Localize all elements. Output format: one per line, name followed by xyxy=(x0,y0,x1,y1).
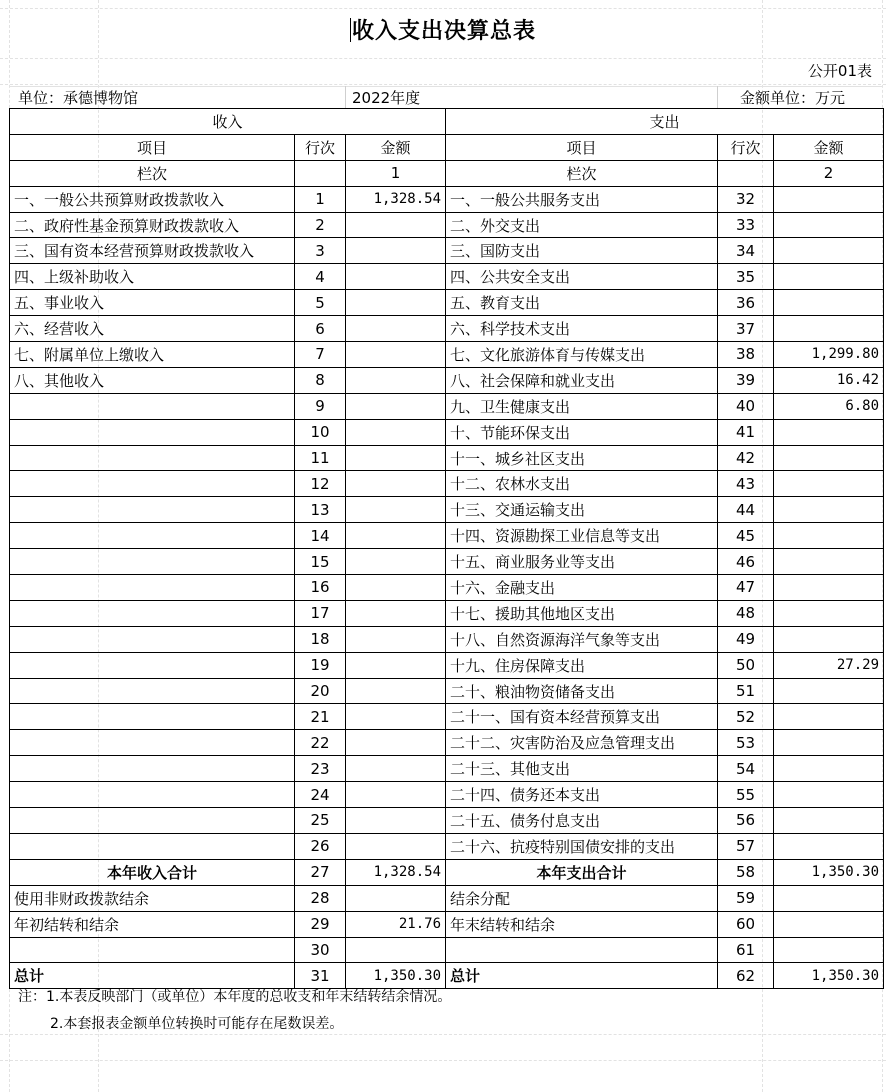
income-amount-cell[interactable] xyxy=(346,523,446,549)
table-row xyxy=(10,678,884,704)
expense-row-no-cell[interactable]: 61 xyxy=(718,937,774,963)
expense-row-no-cell[interactable]: 57 xyxy=(718,833,774,859)
expense-row-no-cell[interactable]: 46 xyxy=(718,549,774,575)
expense-amount-cell[interactable] xyxy=(774,575,884,601)
meta-divider xyxy=(345,86,346,108)
expense-amount-header: 金额 xyxy=(774,134,884,160)
table-row xyxy=(10,316,884,342)
expense-row-no-cell[interactable]: 47 xyxy=(718,575,774,601)
income-amount-cell[interactable] xyxy=(346,704,446,730)
total-row xyxy=(10,963,884,989)
expense-section-header: 支出 xyxy=(446,109,884,135)
expense-item-cell[interactable]: 十三、交通运输支出 xyxy=(446,497,718,523)
income-item-cell[interactable]: 二、政府性基金预算财政拨款收入 xyxy=(10,212,295,238)
income-item-cell[interactable] xyxy=(10,393,295,419)
expense-item-cell[interactable]: 总计 xyxy=(446,963,718,989)
income-item-cell[interactable] xyxy=(10,471,295,497)
gridline xyxy=(0,1060,886,1061)
income-row-no-cell[interactable]: 7 xyxy=(295,342,346,368)
income-amount-cell[interactable] xyxy=(346,497,446,523)
gridline xyxy=(0,1034,886,1035)
income-row-no-cell[interactable]: 19 xyxy=(295,652,346,678)
expense-item-cell[interactable]: 年末结转和结余 xyxy=(446,911,718,937)
expense-row-no-cell[interactable]: 40 xyxy=(718,393,774,419)
expense-row-no-cell[interactable]: 50 xyxy=(718,652,774,678)
expense-item-cell[interactable]: 四、公共安全支出 xyxy=(446,264,718,290)
income-row-no-cell[interactable]: 10 xyxy=(295,419,346,445)
column-header-row xyxy=(10,134,884,160)
expense-row-no-cell[interactable]: 37 xyxy=(718,316,774,342)
empty-cell xyxy=(718,160,774,186)
expense-row-no-cell[interactable]: 58 xyxy=(718,859,774,885)
income-column-number: 1 xyxy=(346,160,446,186)
income-item-cell[interactable] xyxy=(10,523,295,549)
expense-row-no-cell[interactable]: 54 xyxy=(718,756,774,782)
income-amount-cell[interactable] xyxy=(346,937,446,963)
table-row xyxy=(10,212,884,238)
income-row-no-cell[interactable]: 14 xyxy=(295,523,346,549)
income-amount-cell[interactable] xyxy=(346,600,446,626)
expense-row-no-cell[interactable]: 43 xyxy=(718,471,774,497)
income-amount-cell[interactable] xyxy=(346,445,446,471)
expense-item-cell[interactable]: 九、卫生健康支出 xyxy=(446,393,718,419)
income-row-no-cell[interactable]: 20 xyxy=(295,678,346,704)
table-row xyxy=(10,626,884,652)
expense-amount-cell[interactable] xyxy=(774,264,884,290)
expense-row-no-cell[interactable]: 53 xyxy=(718,730,774,756)
expense-row-no-cell[interactable]: 48 xyxy=(718,600,774,626)
expense-amount-cell[interactable] xyxy=(774,885,884,911)
table-row xyxy=(10,911,884,937)
income-row-no-cell[interactable]: 11 xyxy=(295,445,346,471)
note-1: 注：1.本表反映部门（或单位）本年度的总收支和年末结转结余情况。 xyxy=(18,989,452,1005)
expense-amount-cell[interactable] xyxy=(774,937,884,963)
expense-row-no-cell[interactable]: 33 xyxy=(718,212,774,238)
income-row-no-cell[interactable]: 26 xyxy=(295,833,346,859)
income-row-no-cell[interactable]: 13 xyxy=(295,497,346,523)
year-label: 2022年度 xyxy=(352,89,421,107)
income-row-no-cell[interactable]: 18 xyxy=(295,626,346,652)
income-amount-cell[interactable] xyxy=(346,238,446,264)
income-item-cell[interactable] xyxy=(10,497,295,523)
expense-amount-cell[interactable]: 1,350.30 xyxy=(774,963,884,989)
table-row xyxy=(10,445,884,471)
empty-cell xyxy=(295,160,346,186)
expense-item-cell[interactable]: 十四、资源勘探工业信息等支出 xyxy=(446,523,718,549)
expense-item-cell[interactable]: 二十五、债务付息支出 xyxy=(446,808,718,834)
income-row-no-cell[interactable]: 8 xyxy=(295,367,346,393)
income-amount-cell[interactable] xyxy=(346,212,446,238)
income-row-no-cell[interactable]: 29 xyxy=(295,911,346,937)
income-item-cell[interactable]: 七、附属单位上缴收入 xyxy=(10,342,295,368)
income-section-header: 收入 xyxy=(10,109,446,135)
expense-row-no-cell[interactable]: 41 xyxy=(718,419,774,445)
income-item-cell[interactable]: 总计 xyxy=(10,963,295,989)
table-row xyxy=(10,367,884,393)
expense-item-cell[interactable]: 二十三、其他支出 xyxy=(446,756,718,782)
income-row-no-cell[interactable]: 4 xyxy=(295,264,346,290)
expense-amount-cell[interactable] xyxy=(774,704,884,730)
expense-item-cell[interactable]: 本年支出合计 xyxy=(446,859,718,885)
income-row-no-cell[interactable]: 2 xyxy=(295,212,346,238)
gridline xyxy=(0,8,886,9)
gridline xyxy=(0,58,886,59)
expense-amount-cell[interactable] xyxy=(774,497,884,523)
report-title-text: 收入支出决算总表 xyxy=(351,19,536,44)
expense-item-cell[interactable]: 十一、城乡社区支出 xyxy=(446,445,718,471)
expense-amount-cell[interactable] xyxy=(774,471,884,497)
expense-amount-cell[interactable] xyxy=(774,523,884,549)
expense-row-no-cell[interactable]: 42 xyxy=(718,445,774,471)
table-row xyxy=(10,342,884,368)
expense-item-cell[interactable]: 二、外交支出 xyxy=(446,212,718,238)
expense-item-cell[interactable]: 二十一、国有资本经营预算支出 xyxy=(446,704,718,730)
note-2: 2.本套报表金额单位转换时可能存在尾数误差。 xyxy=(50,1016,344,1032)
gridline xyxy=(0,84,886,85)
income-item-cell[interactable] xyxy=(10,937,295,963)
income-item-cell[interactable]: 三、国有资本经营预算财政拨款收入 xyxy=(10,238,295,264)
income-row-no-cell[interactable]: 5 xyxy=(295,290,346,316)
expense-item-header: 项目 xyxy=(446,134,718,160)
expense-amount-cell[interactable]: 1,299.80 xyxy=(774,342,884,368)
income-item-cell[interactable] xyxy=(10,445,295,471)
income-row-no-cell[interactable]: 6 xyxy=(295,316,346,342)
table-row xyxy=(10,575,884,601)
income-row-no-cell[interactable]: 27 xyxy=(295,859,346,885)
income-amount-cell[interactable] xyxy=(346,549,446,575)
form-code: 公开01表 xyxy=(807,62,872,80)
income-item-cell[interactable] xyxy=(10,652,295,678)
income-amount-cell[interactable] xyxy=(346,808,446,834)
expense-amount-cell[interactable] xyxy=(774,730,884,756)
income-amount-cell[interactable] xyxy=(346,471,446,497)
table-row xyxy=(10,290,884,316)
expense-item-cell[interactable]: 二十四、债务还本支出 xyxy=(446,782,718,808)
table-row xyxy=(10,600,884,626)
expense-amount-cell[interactable] xyxy=(774,678,884,704)
income-item-cell[interactable] xyxy=(10,600,295,626)
income-amount-cell[interactable] xyxy=(346,264,446,290)
income-item-cell[interactable] xyxy=(10,678,295,704)
column-label-row xyxy=(10,160,884,186)
income-item-cell[interactable] xyxy=(10,704,295,730)
expense-amount-cell[interactable] xyxy=(774,626,884,652)
budget-table xyxy=(9,108,884,989)
income-item-cell[interactable] xyxy=(10,808,295,834)
expense-row-no-header: 行次 xyxy=(718,134,774,160)
income-amount-header: 金额 xyxy=(346,134,446,160)
expense-amount-cell[interactable] xyxy=(774,316,884,342)
income-item-cell[interactable]: 使用非财政拨款结余 xyxy=(10,885,295,911)
expense-item-cell[interactable]: 十六、金融支出 xyxy=(446,575,718,601)
table-row xyxy=(10,652,884,678)
expense-row-no-cell[interactable]: 44 xyxy=(718,497,774,523)
income-row-no-cell[interactable]: 15 xyxy=(295,549,346,575)
table-row xyxy=(10,833,884,859)
income-item-cell[interactable] xyxy=(10,730,295,756)
table-row xyxy=(10,238,884,264)
expense-row-no-cell[interactable]: 34 xyxy=(718,238,774,264)
table-row xyxy=(10,471,884,497)
table-row xyxy=(10,186,884,212)
table-row xyxy=(10,808,884,834)
expense-item-cell[interactable]: 二十六、抗疫特别国债安排的支出 xyxy=(446,833,718,859)
expense-amount-cell[interactable] xyxy=(774,238,884,264)
income-item-cell[interactable] xyxy=(10,549,295,575)
income-item-cell[interactable]: 四、上级补助收入 xyxy=(10,264,295,290)
amount-unit-label: 金额单位：万元 xyxy=(740,89,846,107)
income-amount-cell[interactable] xyxy=(346,678,446,704)
income-row-no-cell[interactable]: 17 xyxy=(295,600,346,626)
expense-amount-cell[interactable] xyxy=(774,445,884,471)
text-cursor xyxy=(350,18,351,42)
income-item-header: 项目 xyxy=(10,134,295,160)
unit-label: 单位：承德博物馆 xyxy=(18,89,139,107)
income-item-cell[interactable]: 五、事业收入 xyxy=(10,290,295,316)
expense-item-cell[interactable]: 二十二、灾害防治及应急管理支出 xyxy=(446,730,718,756)
subtotal-row xyxy=(10,859,884,885)
expense-row-no-cell[interactable]: 51 xyxy=(718,678,774,704)
income-amount-cell[interactable] xyxy=(346,756,446,782)
table-row xyxy=(10,704,884,730)
expense-row-no-cell[interactable]: 55 xyxy=(718,782,774,808)
expense-amount-cell[interactable] xyxy=(774,290,884,316)
expense-item-cell[interactable]: 二十、粮油物资储备支出 xyxy=(446,678,718,704)
expense-item-cell[interactable]: 六、科学技术支出 xyxy=(446,316,718,342)
expense-amount-cell[interactable] xyxy=(774,419,884,445)
income-item-cell[interactable] xyxy=(10,756,295,782)
income-row-no-cell[interactable]: 24 xyxy=(295,782,346,808)
table-row xyxy=(10,782,884,808)
income-amount-cell[interactable] xyxy=(346,393,446,419)
income-amount-cell[interactable] xyxy=(346,419,446,445)
income-row-no-cell[interactable]: 30 xyxy=(295,937,346,963)
income-item-cell[interactable]: 六、经营收入 xyxy=(10,316,295,342)
income-amount-cell[interactable] xyxy=(346,316,446,342)
table-row xyxy=(10,393,884,419)
income-amount-cell[interactable]: 1,328.54 xyxy=(346,186,446,212)
expense-amount-cell[interactable]: 27.29 xyxy=(774,652,884,678)
income-column-label: 栏次 xyxy=(10,160,295,186)
income-item-cell[interactable] xyxy=(10,419,295,445)
expense-item-cell[interactable]: 十七、援助其他地区支出 xyxy=(446,600,718,626)
income-amount-cell[interactable] xyxy=(346,652,446,678)
section-header-row xyxy=(10,109,884,135)
expense-amount-cell[interactable] xyxy=(774,549,884,575)
income-item-cell[interactable]: 本年收入合计 xyxy=(10,859,295,885)
expense-row-no-cell[interactable]: 59 xyxy=(718,885,774,911)
expense-amount-cell[interactable]: 1,350.30 xyxy=(774,859,884,885)
expense-item-cell[interactable] xyxy=(446,937,718,963)
meta-divider xyxy=(717,86,718,108)
income-row-no-cell[interactable]: 31 xyxy=(295,963,346,989)
table-row xyxy=(10,756,884,782)
expense-item-cell[interactable]: 七、文化旅游体育与传媒支出 xyxy=(446,342,718,368)
income-amount-cell[interactable] xyxy=(346,730,446,756)
income-row-no-cell[interactable]: 23 xyxy=(295,756,346,782)
table-row xyxy=(10,264,884,290)
income-amount-cell[interactable]: 1,350.30 xyxy=(346,963,446,989)
income-amount-cell[interactable] xyxy=(346,290,446,316)
table-row xyxy=(10,937,884,963)
income-amount-cell[interactable] xyxy=(346,833,446,859)
expense-item-cell[interactable]: 十五、商业服务业等支出 xyxy=(446,549,718,575)
income-row-no-header: 行次 xyxy=(295,134,346,160)
income-item-cell[interactable] xyxy=(10,833,295,859)
expense-item-cell[interactable]: 十二、农林水支出 xyxy=(446,471,718,497)
expense-amount-cell[interactable] xyxy=(774,212,884,238)
expense-item-cell[interactable]: 十、节能环保支出 xyxy=(446,419,718,445)
income-row-no-cell[interactable]: 21 xyxy=(295,704,346,730)
income-item-cell[interactable]: 年初结转和结余 xyxy=(10,911,295,937)
report-title[interactable] xyxy=(0,14,886,45)
expense-amount-cell[interactable] xyxy=(774,911,884,937)
expense-amount-cell[interactable] xyxy=(774,808,884,834)
income-amount-cell[interactable]: 1,328.54 xyxy=(346,859,446,885)
expense-row-no-cell[interactable]: 45 xyxy=(718,523,774,549)
income-amount-cell[interactable] xyxy=(346,575,446,601)
income-amount-cell[interactable]: 21.76 xyxy=(346,911,446,937)
expense-amount-cell[interactable] xyxy=(774,186,884,212)
expense-row-no-cell[interactable]: 32 xyxy=(718,186,774,212)
expense-row-no-cell[interactable]: 35 xyxy=(718,264,774,290)
expense-row-no-cell[interactable]: 52 xyxy=(718,704,774,730)
income-item-cell[interactable] xyxy=(10,782,295,808)
expense-item-cell[interactable]: 十八、自然资源海洋气象等支出 xyxy=(446,626,718,652)
expense-row-no-cell[interactable]: 56 xyxy=(718,808,774,834)
income-item-cell[interactable]: 八、其他收入 xyxy=(10,367,295,393)
income-item-cell[interactable] xyxy=(10,626,295,652)
table-row xyxy=(10,419,884,445)
table-row xyxy=(10,523,884,549)
income-amount-cell[interactable] xyxy=(346,885,446,911)
expense-amount-cell[interactable]: 6.80 xyxy=(774,393,884,419)
expense-item-cell[interactable]: 一、一般公共服务支出 xyxy=(446,186,718,212)
income-row-no-cell[interactable]: 16 xyxy=(295,575,346,601)
expense-row-no-cell[interactable]: 62 xyxy=(718,963,774,989)
expense-amount-cell[interactable] xyxy=(774,756,884,782)
expense-amount-cell[interactable]: 16.42 xyxy=(774,367,884,393)
expense-item-cell[interactable]: 结余分配 xyxy=(446,885,718,911)
income-item-cell[interactable]: 一、一般公共预算财政拨款收入 xyxy=(10,186,295,212)
income-amount-cell[interactable] xyxy=(346,782,446,808)
income-row-no-cell[interactable]: 1 xyxy=(295,186,346,212)
income-row-no-cell[interactable]: 9 xyxy=(295,393,346,419)
expense-amount-cell[interactable] xyxy=(774,600,884,626)
income-amount-cell[interactable] xyxy=(346,626,446,652)
expense-amount-cell[interactable] xyxy=(774,782,884,808)
income-amount-cell[interactable] xyxy=(346,367,446,393)
expense-row-no-cell[interactable]: 39 xyxy=(718,367,774,393)
expense-row-no-cell[interactable]: 49 xyxy=(718,626,774,652)
expense-item-cell[interactable]: 十九、住房保障支出 xyxy=(446,652,718,678)
income-item-cell[interactable] xyxy=(10,575,295,601)
expense-row-no-cell[interactable]: 60 xyxy=(718,911,774,937)
income-row-no-cell[interactable]: 22 xyxy=(295,730,346,756)
table-row xyxy=(10,885,884,911)
income-row-no-cell[interactable]: 28 xyxy=(295,885,346,911)
expense-column-number: 2 xyxy=(774,160,884,186)
expense-amount-cell[interactable] xyxy=(774,833,884,859)
table-row xyxy=(10,497,884,523)
table-row xyxy=(10,730,884,756)
expense-column-label: 栏次 xyxy=(446,160,718,186)
expense-row-no-cell[interactable]: 36 xyxy=(718,290,774,316)
expense-row-no-cell[interactable]: 38 xyxy=(718,342,774,368)
expense-item-cell[interactable]: 五、教育支出 xyxy=(446,290,718,316)
income-row-no-cell[interactable]: 3 xyxy=(295,238,346,264)
table-row xyxy=(10,549,884,575)
income-row-no-cell[interactable]: 25 xyxy=(295,808,346,834)
expense-item-cell[interactable]: 三、国防支出 xyxy=(446,238,718,264)
income-row-no-cell[interactable]: 12 xyxy=(295,471,346,497)
income-amount-cell[interactable] xyxy=(346,342,446,368)
expense-item-cell[interactable]: 八、社会保障和就业支出 xyxy=(446,367,718,393)
